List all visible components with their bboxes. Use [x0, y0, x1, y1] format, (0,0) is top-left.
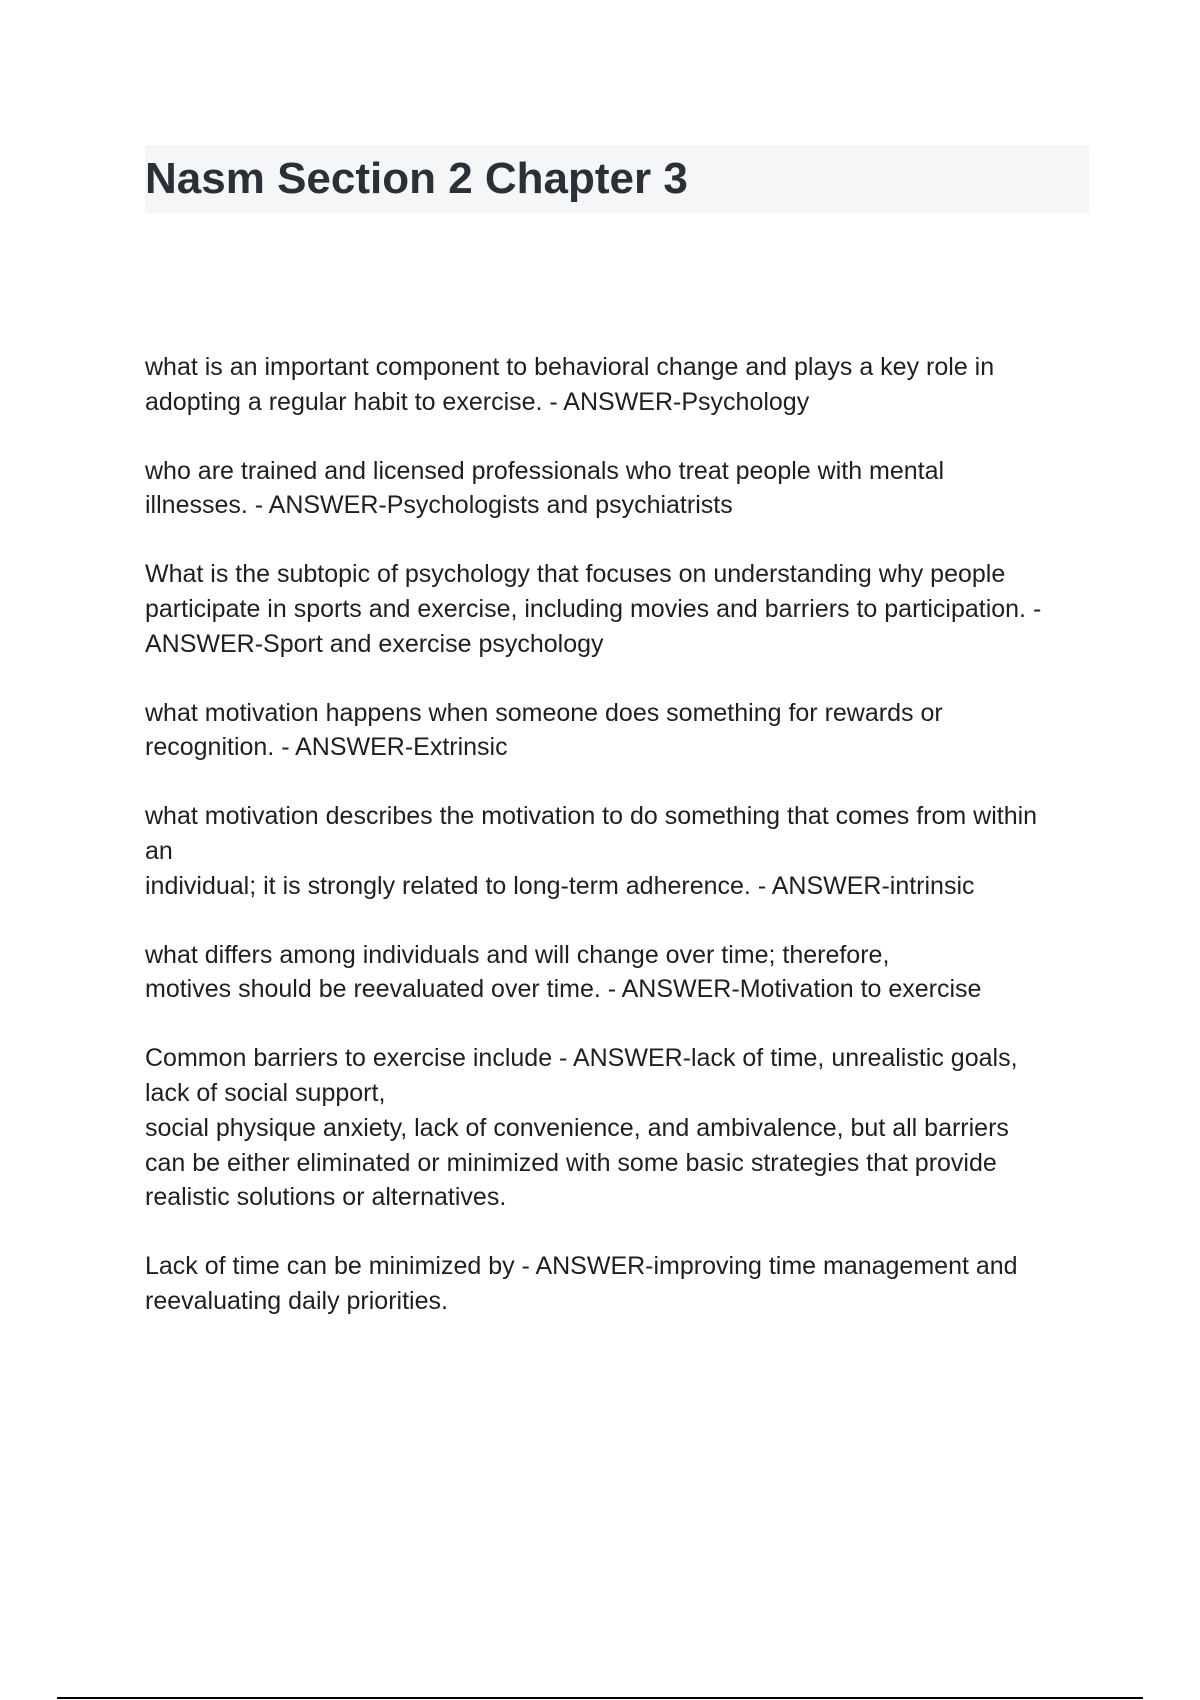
qa-line: what motivation describes the motivation to do something that comes from within	[145, 802, 1038, 831]
qa-line: individual; it is strongly related to long-term adherence. - ANSWER-intrinsic	[145, 871, 975, 900]
qa-line: lack of social support,	[145, 1078, 386, 1107]
qa-line: motives should be reevaluated over time. - ANSWER-Motivation to exercise	[145, 975, 982, 1004]
qa-line: Common barriers to exercise include - ANSWER-lack of time, unrealistic goals,	[145, 1044, 1018, 1073]
footer-divider	[57, 1697, 1143, 1699]
qa-item-3	[145, 557, 1095, 661]
qa-line: what is an important component to behavioral change and plays a key role in	[145, 353, 995, 381]
qa-line: adopting a regular habit to exercise. - ANSWER-Psychology	[145, 387, 810, 416]
qa-item-5	[145, 799, 1095, 903]
title-banner	[145, 145, 1089, 213]
qa-line: what differs among individuals and will change over time; therefore,	[145, 940, 890, 969]
qa-item-7	[145, 1041, 1095, 1215]
qa-line: social physique anxiety, lack of convenience, and ambivalence, but all barriers	[145, 1113, 1009, 1142]
qa-item-8	[145, 1249, 1095, 1319]
qa-line: realistic solutions or alternatives.	[145, 1183, 507, 1212]
qa-line: What is the subtopic of psychology that focuses on understanding why people	[145, 560, 1006, 589]
qa-line: Lack of time can be minimized by - ANSWER-improving time management and	[145, 1252, 1018, 1281]
qa-line: reevaluating daily priorities.	[145, 1286, 448, 1315]
qa-line: participate in sports and exercise, including movies and barriers to participation. -	[145, 594, 1042, 623]
qa-list	[145, 350, 1095, 1353]
qa-line: ANSWER-Sport and exercise psychology	[145, 629, 604, 658]
qa-item-2	[145, 454, 1095, 524]
qa-item-1	[145, 350, 1095, 420]
page-title: Nasm Section 2 Chapter 3	[145, 154, 688, 203]
qa-item-6	[145, 938, 1095, 1008]
qa-item-4	[145, 696, 1095, 766]
qa-line: can be either eliminated or minimized with some basic strategies that provide	[145, 1148, 997, 1177]
qa-line: recognition. - ANSWER-Extrinsic	[145, 733, 508, 762]
qa-line: illnesses. - ANSWER-Psychologists and psychiatrists	[145, 491, 733, 520]
qa-line: what motivation happens when someone does something for rewards or	[145, 698, 943, 727]
qa-line: who are trained and licensed professionals who treat people with mental	[145, 456, 945, 485]
qa-line: an	[145, 836, 173, 865]
